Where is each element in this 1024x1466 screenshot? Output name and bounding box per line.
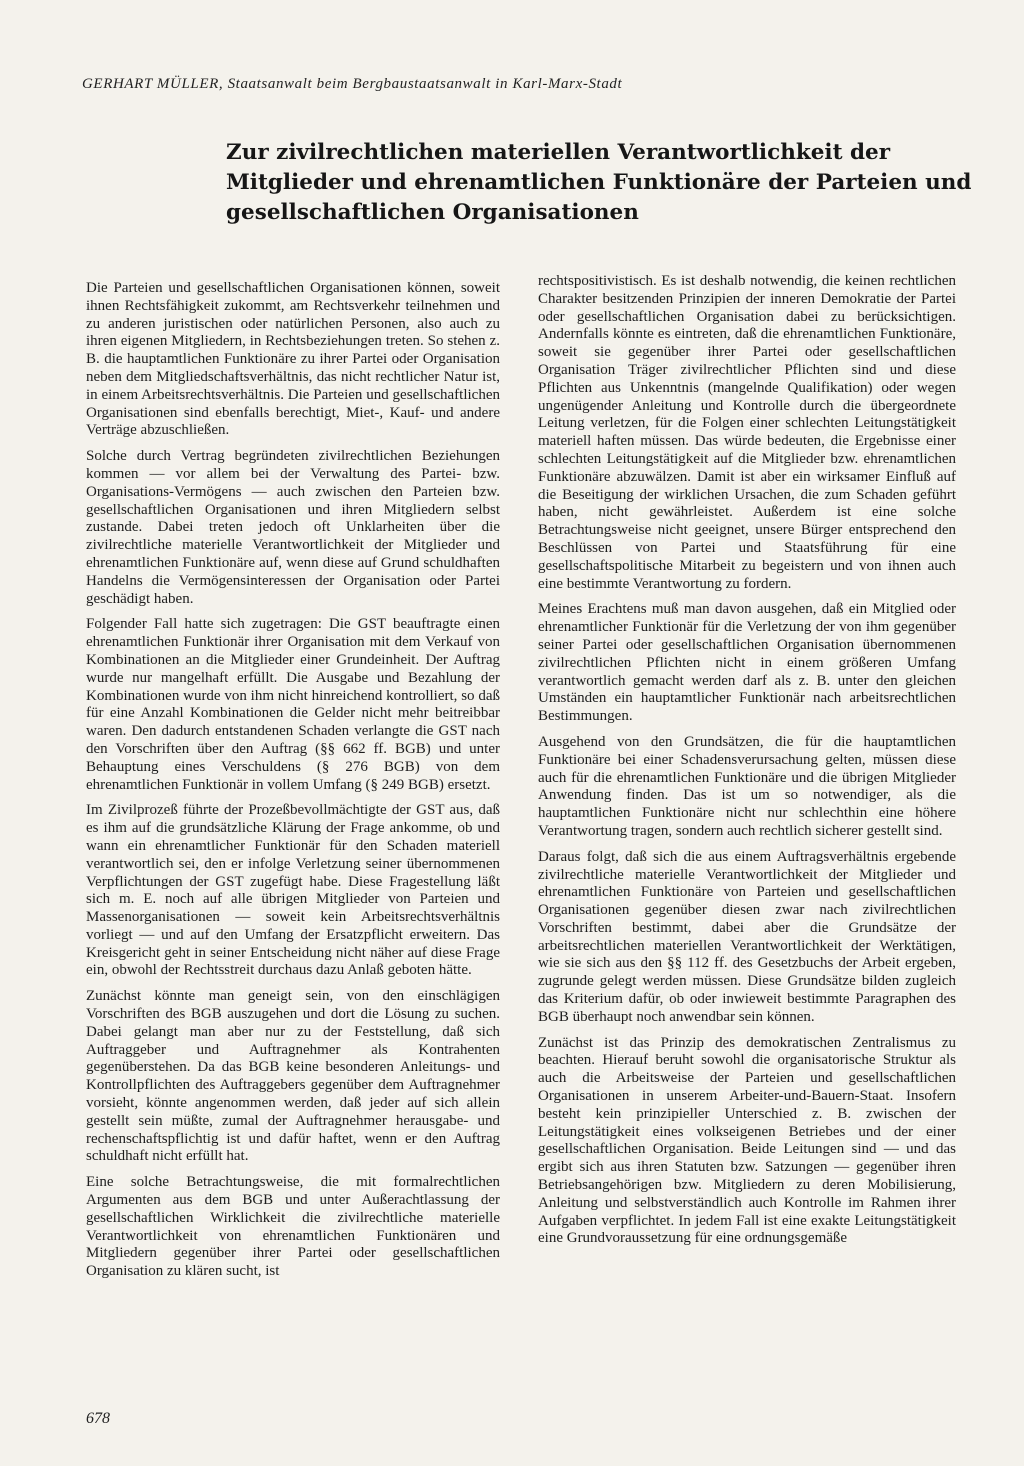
text-column-right [538, 273, 956, 1256]
paragraph: Solche durch Vertrag begründeten zivilrechtlichen Beziehungen kommen — vor allem bei der Verwaltung des Partei- bzw. Organisations-Vermögens — auch zwischen den Parteien bzw. gesellschaftlichen Organisationen und ihren Mitgliedern selbst zustande. Dabei treten jedoch oft Unklarheiten über die zivilrechtliche materielle Verantwortlichkeit der Mitglieder und ehrenamtlichen Funktionäre auf, wenn diese auf Grund schuldhaften Handelns die Vermögensinteressen der Organisation oder Partei geschädigt haben. [86, 448, 500, 607]
page-number: 678 [86, 1410, 110, 1427]
paragraph: Im Zivilprozeß führte der Prozeßbevollmächtigte der GST aus, daß es ihm auf die grundsätzliche Klärung der Frage ankomme, ob und wann ein ehrenamtlicher Funktionär für den Schaden materiell verantwortlich sei, den er infolge Verletzung seiner übernommenen Verpflichtungen der GST zugefügt habe. Diese Fragestellung läßt sich m. E. noch auf alle übrigen Mitglieder von Parteien und Massenorganisationen — soweit kein Arbeitsrechtsverhältnis vorliegt — und auf den Umfang der Ersatzpflicht erweitern. Das Kreisgericht geht in seiner Entscheidung nicht näher auf diese Frage ein, obwohl der Rechtsstreit durchaus dazu Anlaß geboten hätte. [86, 802, 500, 979]
paragraph: Folgender Fall hatte sich zugetragen: Die GST beauftragte einen ehrenamtlichen Funktionär ihrer Organisation mit dem Verkauf von Kombinationen an die Mitglieder einer Grundeinheit. Der Auftrag wurde nur mangelhaft erfüllt. Die Ausgabe und Bezahlung der Kombinationen wurde von ihm nicht hinreichend kontrolliert, so daß für eine Anzahl Kombinationen die Gelder nicht mehr beitreibbar waren. Den dadurch entstandenen Schaden verlangte die GST nach den Vorschriften über den Auftrag (§§ 662 ff. BGB) und unter Behauptung eines Verschuldens (§ 276 BGB) von dem ehrenamtlichen Funktionär in vollem Umfang (§ 249 BGB) ersetzt. [86, 616, 500, 793]
paragraph: Zunächst ist das Prinzip des demokratischen Zentralismus zu beachten. Hierauf beruht sowohl die organisatorische Struktur als auch die Arbeitsweise der Parteien und gesellschaftlichen Organisationen in unserem Arbeiter-und-Bauern-Staat. Insofern besteht kein prinzipieller Unterschied z. B. zwischen der Leitungstätigkeit eines volkseigenen Betriebes und der einer gesellschaftlichen Organisation. Beide Leitungen sind — und das ergibt sich aus ihren Statuten bzw. Satzungen — gegenüber ihren Betriebsangehörigen bzw. Mitgliedern zu deren Mobilisierung, Anleitung und selbstverständlich auch Kontrolle im Rahmen ihrer Aufgaben verpflichtet. In jedem Fall ist eine exakte Leitungstätigkeit eine Grundvoraussetzung für eine ordnungsgemäße [538, 1034, 956, 1247]
article-title: Zur zivilrechtlichen materiellen Verantwortlichkeit der Mitglieder und ehrenamtlichen Funktionäre der Parteien und gesellschaftlichen Organisationen [226, 140, 972, 225]
paragraph: Zunächst könnte man geneigt sein, von den einschlägigen Vorschriften des BGB auszugehen und dort die Lösung zu suchen. Dabei gelangt man aber nur zu der Feststellung, daß sich Auftraggeber und Auftragnehmer als Kontrahenten gegenüberstehen. Da das BGB keine besonderen Anleitungs- und Kontrollpflichten des Auftraggebers gegenüber dem Auftragnehmer vorsieht, könnte angenommen werden, daß jeder auf sich allein gestellt sein müßte, zumal der Auftragnehmer herausgabe- und rechenschaftspflichtig ist und dafür haftet, wenn er den Auftrag schuldhaft nicht erfüllt hat. [86, 988, 500, 1165]
paragraph: rechtspositivistisch. Es ist deshalb notwendig, die keinen rechtlichen Charakter besitzenden Prinzipien der inneren Demokratie der Partei oder gesellschaftlichen Organisation dabei zu berücksichtigen. Andernfalls könnte es eintreten, daß die ehrenamtlichen Funktionäre, soweit sie gegenüber ihrer Partei oder gesellschaftlichen Organisation Träger zivilrechtlicher Pflichten sind und diese Pflichten aus Unkenntnis (mangelnde Qualifikation) oder wegen ungenügender Anleitung und Kontrolle durch die übergeordnete Leitung verletzen, für die Folgen einer schlechten Leitungstätigkeit materiell haften müssen. Das würde bedeuten, die Ergebnisse einer schlechten Leitungstätigkeit auf die Mitglieder bzw. ehrenamtlichen Funktionäre abzuwälzen. Damit ist aber ein wirksamer Einfluß auf die Beseitigung der wirklichen Ursachen, die zum Schaden geführt haben, nicht gewährleistet. Außerdem ist eine solche Betrachtungsweise nicht geeignet, unsere Bürger entsprechend den Beschlüssen von Partei und Staatsführung für eine gesellschaftspolitische Mitarbeit zu begeistern und von ihnen auch eine bestimmte Verantwortung zu fordern. [538, 273, 956, 592]
paragraph: Daraus folgt, daß sich die aus einem Auftragsverhältnis ergebende zivilrechtliche materielle Verantwortlichkeit der Mitglieder und ehrenamtlichen Funktionäre von Parteien und gesellschaftlichen Organisationen gegenüber diesen zwar nach zivilrechtlichen Vorschriften bestimmt, dabei aber die Grundsätze der arbeitsrechtlichen materiellen Verantwortlichkeit der Werktätigen, wie sie sich aus den §§ 112 ff. des Gesetzbuchs der Arbeit ergeben, zugrunde gelegt werden müssen. Diese Grundsätze bilden zugleich das Kriterium dafür, ob oder inwieweit bestimmte Paragraphen des BGB überhaupt noch anwendbar sein können. [538, 848, 956, 1025]
text-column-left [86, 280, 500, 1289]
paragraph: Die Parteien und gesellschaftlichen Organisationen können, soweit ihnen Rechtsfähigkeit zukommt, am Rechtsverkehr teilnehmen und zu anderen juristischen oder natürlichen Personen, also auch zu ihren eigenen Mitgliedern, in Rechtsbeziehungen treten. So stehen z. B. die hauptamtlichen Funktionäre zu ihrer Partei oder Organisation neben dem Mitgliedschaftsverhältnis, das nicht rechtlicher Natur ist, in einem Arbeitsrechtsverhältnis. Die Parteien und gesellschaftlichen Organisationen sind ebenfalls berechtigt, Miet-, Kauf- und andere Verträge abzuschließen. [86, 280, 500, 439]
paragraph: Eine solche Betrachtungsweise, die mit formalrechtlichen Argumenten aus dem BGB und unter Außerachtlassung der gesellschaftlichen Wirklichkeit die zivilrechtliche materielle Verantwortlichkeit von ehrenamtlichen Funktionären und Mitgliedern gegenüber ihrer Partei oder gesellschaftlichen Organisation zu klären sucht, ist [86, 1174, 500, 1280]
paragraph: Ausgehend von den Grundsätzen, die für die hauptamtlichen Funktionäre bei einer Schadensverursachung gelten, müssen diese auch für die ehrenamtlichen Funktionäre und die übrigen Mitglieder Anwendung finden. Das ist um so notwendiger, als die hauptamtlichen Funktionäre nicht nur schlechthin eine höhere Verantwortung tragen, sondern auch rechtlich sicherer gestellt sind. [538, 733, 956, 839]
author-byline: GERHART MÜLLER, Staatsanwalt beim Bergbaustaatsanwalt in Karl-Marx-Stadt [82, 76, 623, 92]
paragraph: Meines Erachtens muß man davon ausgehen, daß ein Mitglied oder ehrenamtlicher Funktionär für die Verletzung der von ihm gegenüber seiner Partei oder gesellschaftlichen Organisation übernommenen zivilrechtlichen Pflichten nicht in einem größeren Umfang verantwortlich gemacht werden darf als z. B. unter den gleichen Umständen ein hauptamtlicher Funktionär nach arbeitsrechtlichen Bestimmungen. [538, 601, 956, 725]
